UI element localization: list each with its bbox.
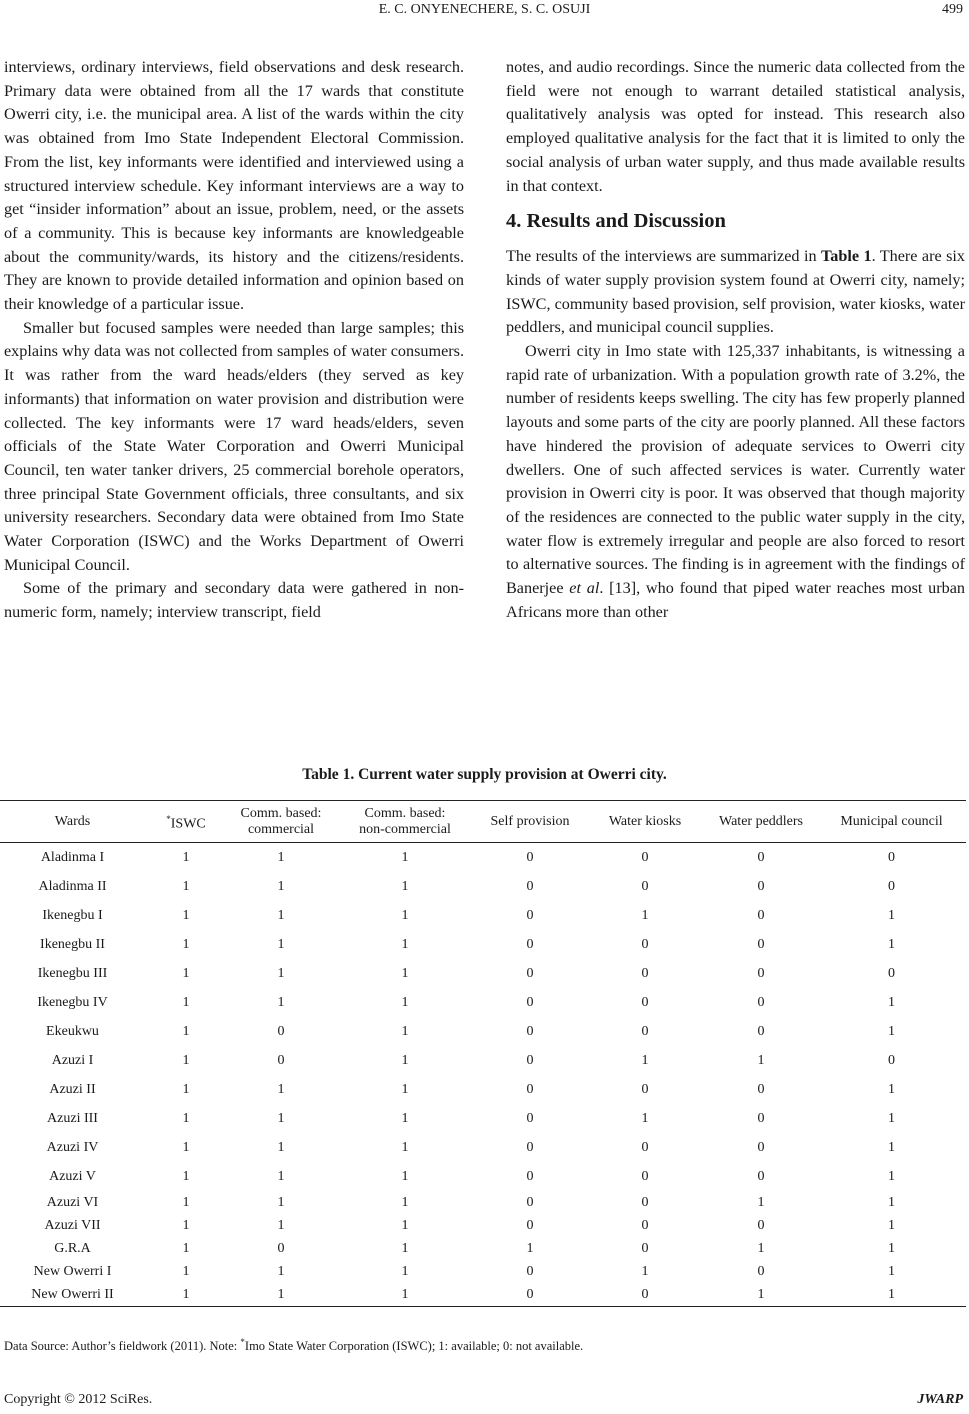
table-footnote — [4, 1337, 583, 1354]
availability-cell: 0 — [888, 878, 895, 894]
availability-cell: 0 — [526, 907, 534, 923]
availability-cell: 1 — [401, 1263, 409, 1279]
table-title: Table 1. Current water supply provision at Owerri city. — [302, 766, 667, 783]
availability-cell: 0 — [526, 1023, 534, 1039]
availability-cell: 0 — [757, 1023, 765, 1039]
table-row — [0, 1260, 966, 1283]
availability-cell: 1 — [888, 1194, 895, 1210]
availability-cell: 1 — [888, 1263, 895, 1279]
availability-cell: 0 — [757, 1263, 765, 1279]
availability-cell: 1 — [401, 1052, 409, 1068]
availability-cell: 0 — [757, 878, 765, 894]
availability-cell: 1 — [182, 1052, 190, 1068]
availability-cell: 0 — [585, 1283, 705, 1307]
availability-cell: 1 — [641, 907, 649, 923]
availability-cell: 1 — [401, 849, 409, 865]
ward-name-cell: New Owerri II — [0, 1283, 145, 1307]
page-header — [0, 0, 969, 20]
table-row — [0, 1191, 966, 1214]
availability-cell: 1 — [888, 907, 895, 923]
section-heading: 4. Results and Discussion — [506, 210, 726, 233]
text-span: Data Source: Author’s fieldwork (2011). Note: — [4, 1339, 241, 1354]
availability-cell: 0 — [757, 1217, 765, 1233]
availability-cell: 1 — [401, 878, 409, 894]
table-row — [0, 1237, 966, 1260]
availability-cell: 0 — [526, 994, 534, 1010]
ward-name-cell: Azuzi III — [47, 1110, 98, 1126]
availability-cell: 1 — [401, 907, 409, 923]
availability-cell: 0 — [888, 849, 895, 865]
water-supply-table — [0, 800, 966, 1307]
availability-cell: 0 — [526, 1168, 534, 1184]
availability-cell: 0 — [641, 1139, 649, 1155]
table-row — [0, 1104, 966, 1133]
header-text: ISWC — [170, 816, 206, 832]
column-header-comm-commercial — [227, 801, 335, 843]
availability-cell: 1 — [277, 1194, 285, 1210]
availability-cell: 1 — [182, 1240, 190, 1256]
availability-cell: 1 — [641, 1110, 649, 1126]
availability-cell: 1 — [705, 1283, 817, 1307]
availability-cell: 1 — [182, 965, 190, 981]
availability-cell: 1 — [277, 1081, 285, 1097]
paragraph — [506, 245, 965, 340]
table-row — [0, 1214, 966, 1237]
table-row — [0, 1283, 966, 1307]
availability-cell: 0 — [641, 1194, 649, 1210]
table-header-row — [0, 801, 966, 843]
availability-cell: 1 — [888, 1168, 895, 1184]
availability-cell: 1 — [182, 1168, 190, 1184]
table-reference-link[interactable]: Table 1 — [820, 247, 872, 266]
availability-cell: 1 — [888, 1240, 895, 1256]
availability-cell: 0 — [757, 907, 765, 923]
availability-cell: 1 — [401, 1240, 409, 1256]
availability-cell: 1 — [277, 878, 285, 894]
availability-cell: 1 — [277, 994, 285, 1010]
availability-cell: 1 — [182, 1023, 190, 1039]
availability-cell: 0 — [526, 849, 534, 865]
availability-cell: 1 — [227, 1283, 335, 1307]
availability-cell: 0 — [526, 1139, 534, 1155]
availability-cell: 1 — [182, 1217, 190, 1233]
availability-cell: 0 — [641, 936, 649, 952]
paragraph: interviews, ordinary interviews, field observations and desk research. Primary data were obtained from all the 17 wards that constitute Owerri city, i.e. the municipal area. A list of the wards within the city was obtained from Imo State Independent Electoral Commission. From the list, key informants were identified and interviewed using a structured interview schedule. Key informant interviews are a way to get “insider information” about an issue, problem, need, or the assets of a community. This is because key informants are knowledgeable about the community/wards, its history and the citizens/residents. They are known to provide detailed information and opinion based on their knowledge of a particular issue. — [4, 58, 464, 314]
availability-cell: 0 — [757, 994, 765, 1010]
left-column — [4, 56, 464, 625]
ward-name-cell: Azuzi I — [51, 1052, 94, 1068]
availability-cell: 0 — [526, 878, 534, 894]
column-header-iswc — [145, 801, 227, 843]
availability-cell: 0 — [757, 1081, 765, 1097]
availability-cell: 1 — [401, 1081, 409, 1097]
availability-cell: 1 — [277, 849, 285, 865]
availability-cell: 1 — [888, 936, 895, 952]
availability-cell: 1 — [401, 1139, 409, 1155]
table-row — [0, 1133, 966, 1162]
paragraph — [506, 340, 965, 624]
availability-cell: 1 — [641, 1263, 649, 1279]
table-row — [0, 1075, 966, 1104]
column-header-municipal-council: Municipal council — [817, 801, 966, 843]
availability-cell: 0 — [526, 1081, 534, 1097]
ward-name-cell: Ikenegbu II — [40, 936, 105, 952]
availability-cell: 0 — [526, 1263, 534, 1279]
availability-cell: 1 — [757, 1052, 765, 1068]
ward-name-cell: Ekeukwu — [46, 1023, 99, 1039]
text-span: . There are six kinds of water supply provision system found at Owerri city, namely; ISWC, community based provision, self provision, water kiosks, water peddlers, and municipal council supplies. — [506, 247, 965, 337]
ward-name-cell: Ikenegbu III — [37, 965, 108, 981]
paragraph: Some of the primary and secondary data were gathered in non-numeric form, namely; interview transcript, field — [4, 579, 464, 622]
availability-cell: 1 — [182, 1194, 190, 1210]
availability-cell: 1 — [182, 1139, 190, 1155]
availability-cell: 1 — [277, 1263, 285, 1279]
ward-name-cell: Ikenegbu I — [42, 907, 103, 923]
availability-cell: 1 — [277, 1110, 285, 1126]
availability-cell: 1 — [145, 1283, 227, 1307]
text-span: Imo State Water Corporation (ISWC); 1: available; 0: not available. — [244, 1339, 584, 1354]
ward-name-cell: Ikenegbu IV — [37, 994, 108, 1010]
availability-cell: 1 — [401, 1023, 409, 1039]
availability-cell: 0 — [757, 936, 765, 952]
table-row — [0, 1017, 966, 1046]
availability-cell: 1 — [182, 1081, 190, 1097]
availability-cell: 0 — [757, 1139, 765, 1155]
availability-cell: 0 — [757, 1168, 765, 1184]
availability-cell: 1 — [335, 1283, 475, 1307]
ward-name-cell: Azuzi VII — [44, 1217, 101, 1233]
availability-cell: 0 — [757, 849, 765, 865]
header-text: commercial — [247, 822, 315, 837]
availability-cell: 1 — [817, 1283, 966, 1307]
text-span: The results of the interviews are summarized in — [506, 247, 821, 266]
availability-cell: 1 — [182, 936, 190, 952]
column-header-water-kiosks: Water kiosks — [585, 801, 705, 843]
paragraph: Smaller but focused samples were needed than large samples; this explains why data was not collected from samples of water consumers. It was rather from the ward heads/elders (they served as key informants) that information on water provision and distribution were collected. The key informants were 17 ward heads/elders, seven officials of the State Water Corporation and Owerri Municipal Council, ten water tanker drivers, 25 commercial borehole operators, three principal State Government officials, three consultants, and six university researchers. Secondary data were obtained from Imo State Water Corporation (ISWC) and the Works Department of Owerri Municipal Council. — [4, 318, 464, 574]
availability-cell: 1 — [757, 1240, 765, 1256]
table-row — [0, 843, 966, 873]
availability-cell: 1 — [182, 878, 190, 894]
availability-cell: 1 — [277, 907, 285, 923]
availability-cell: 0 — [641, 1240, 649, 1256]
availability-cell: 1 — [277, 965, 285, 981]
availability-cell: 1 — [277, 1168, 285, 1184]
availability-cell: 0 — [526, 936, 534, 952]
availability-cell: 0 — [526, 1217, 534, 1233]
availability-cell: 0 — [526, 1052, 534, 1068]
availability-cell: 0 — [757, 965, 765, 981]
availability-cell: 1 — [526, 1240, 534, 1256]
text-span: Owerri city in Imo state with 125,337 inhabitants, is witnessing a rapid rate of urbanization. With a population growth rate of 3.2%, the number of residents keeps swelling. The city has few properly planned layouts and some parts of the city are poorly planned. All these factors have hindered the provision of adequate services to Owerri city dwellers. One of such affected services is water. Currently water provision in Owerri city is poor. It was observed that though majority of the residences are connected to the public water supply in the city, water flow is extremely irregular and people are also forced to resort to alternative sources. The finding is in agreement with the findings of Banerjee — [506, 342, 965, 598]
ward-name-cell: Azuzi VI — [46, 1194, 99, 1210]
availability-cell: 1 — [401, 1217, 409, 1233]
table-row — [0, 1162, 966, 1191]
availability-cell: 1 — [182, 994, 190, 1010]
availability-cell: 0 — [641, 1217, 649, 1233]
table-row — [0, 930, 966, 959]
availability-cell: 1 — [401, 1168, 409, 1184]
availability-cell: 1 — [401, 936, 409, 952]
availability-cell: 0 — [641, 994, 649, 1010]
copyright-footer: Copyright © 2012 SciRes. — [4, 1392, 153, 1407]
column-header-self-provision: Self provision — [475, 801, 585, 843]
availability-cell: 1 — [182, 849, 190, 865]
header-text: non-commercial — [359, 822, 451, 837]
right-column — [506, 56, 965, 624]
availability-cell: 1 — [888, 1139, 895, 1155]
header-text: Comm. based: — [240, 806, 322, 821]
running-head-authors: E. C. ONYENECHERE, S. C. OSUJI — [378, 2, 591, 17]
availability-cell: 1 — [401, 994, 409, 1010]
ward-name-cell: New Owerri I — [33, 1263, 112, 1279]
column-header-wards: Wards — [0, 801, 145, 843]
ward-name-cell: Aladinma I — [40, 849, 105, 865]
availability-cell: 0 — [277, 1052, 285, 1068]
header-text: Comm. based: — [364, 806, 446, 821]
table-row — [0, 901, 966, 930]
availability-cell: 0 — [641, 1081, 649, 1097]
availability-cell: 0 — [526, 1110, 534, 1126]
availability-cell: 1 — [182, 1110, 190, 1126]
column-header-comm-noncommercial — [335, 801, 475, 843]
availability-cell: 0 — [641, 965, 649, 981]
table-body — [0, 843, 966, 1307]
availability-cell: 1 — [401, 1194, 409, 1210]
availability-cell: 0 — [757, 1110, 765, 1126]
footnote-marker: * — [166, 814, 171, 825]
availability-cell: 0 — [641, 849, 649, 865]
availability-cell: 1 — [888, 1023, 895, 1039]
availability-cell: 1 — [757, 1194, 765, 1210]
ward-name-cell: Azuzi V — [49, 1168, 96, 1184]
availability-cell: 1 — [277, 936, 285, 952]
column-header-water-peddlers: Water peddlers — [705, 801, 817, 843]
ward-name-cell: Aladinma II — [38, 878, 107, 894]
table-row — [0, 959, 966, 988]
availability-cell: 1 — [401, 965, 409, 981]
paragraph: notes, and audio recordings. Since the numeric data collected from the field were not enough to warrant detailed statistical analysis, qualitatively analysis was opted for instead. This research also employed qualitative analysis for the fact that it is limited to only the social analysis of urban water supply, and thus made available results in that context. — [506, 58, 965, 195]
text-span: . [13], who found that piped water reaches most urban Africans more than other — [506, 579, 965, 621]
availability-cell: 0 — [526, 1194, 534, 1210]
availability-cell: 1 — [641, 1052, 649, 1068]
table-row — [0, 872, 966, 901]
availability-cell: 0 — [526, 965, 534, 981]
availability-cell: 0 — [475, 1283, 585, 1307]
availability-cell: 0 — [641, 1023, 649, 1039]
availability-cell: 1 — [888, 994, 895, 1010]
availability-cell: 1 — [182, 1263, 190, 1279]
availability-cell: 1 — [888, 1217, 895, 1233]
journal-abbreviation: JWARP — [917, 1392, 963, 1407]
availability-cell: 1 — [401, 1110, 409, 1126]
page-number: 499 — [942, 2, 963, 17]
footnote-marker: * — [240, 1337, 245, 1347]
et-al: et al — [569, 579, 600, 598]
ward-name-cell: Azuzi II — [49, 1081, 96, 1097]
table-row — [0, 988, 966, 1017]
availability-cell: 0 — [641, 1168, 649, 1184]
availability-cell: 1 — [182, 907, 190, 923]
table-row — [0, 1046, 966, 1075]
availability-cell: 1 — [888, 1110, 895, 1126]
ward-name-cell: Azuzi IV — [46, 1139, 99, 1155]
availability-cell: 1 — [277, 1139, 285, 1155]
availability-cell: 0 — [641, 878, 649, 894]
ward-name-cell: G.R.A — [54, 1240, 91, 1256]
availability-cell: 1 — [888, 1081, 895, 1097]
availability-cell: 0 — [277, 1240, 285, 1256]
availability-cell: 0 — [277, 1023, 285, 1039]
availability-cell: 1 — [277, 1217, 285, 1233]
availability-cell: 0 — [888, 965, 895, 981]
availability-cell: 0 — [888, 1052, 895, 1068]
